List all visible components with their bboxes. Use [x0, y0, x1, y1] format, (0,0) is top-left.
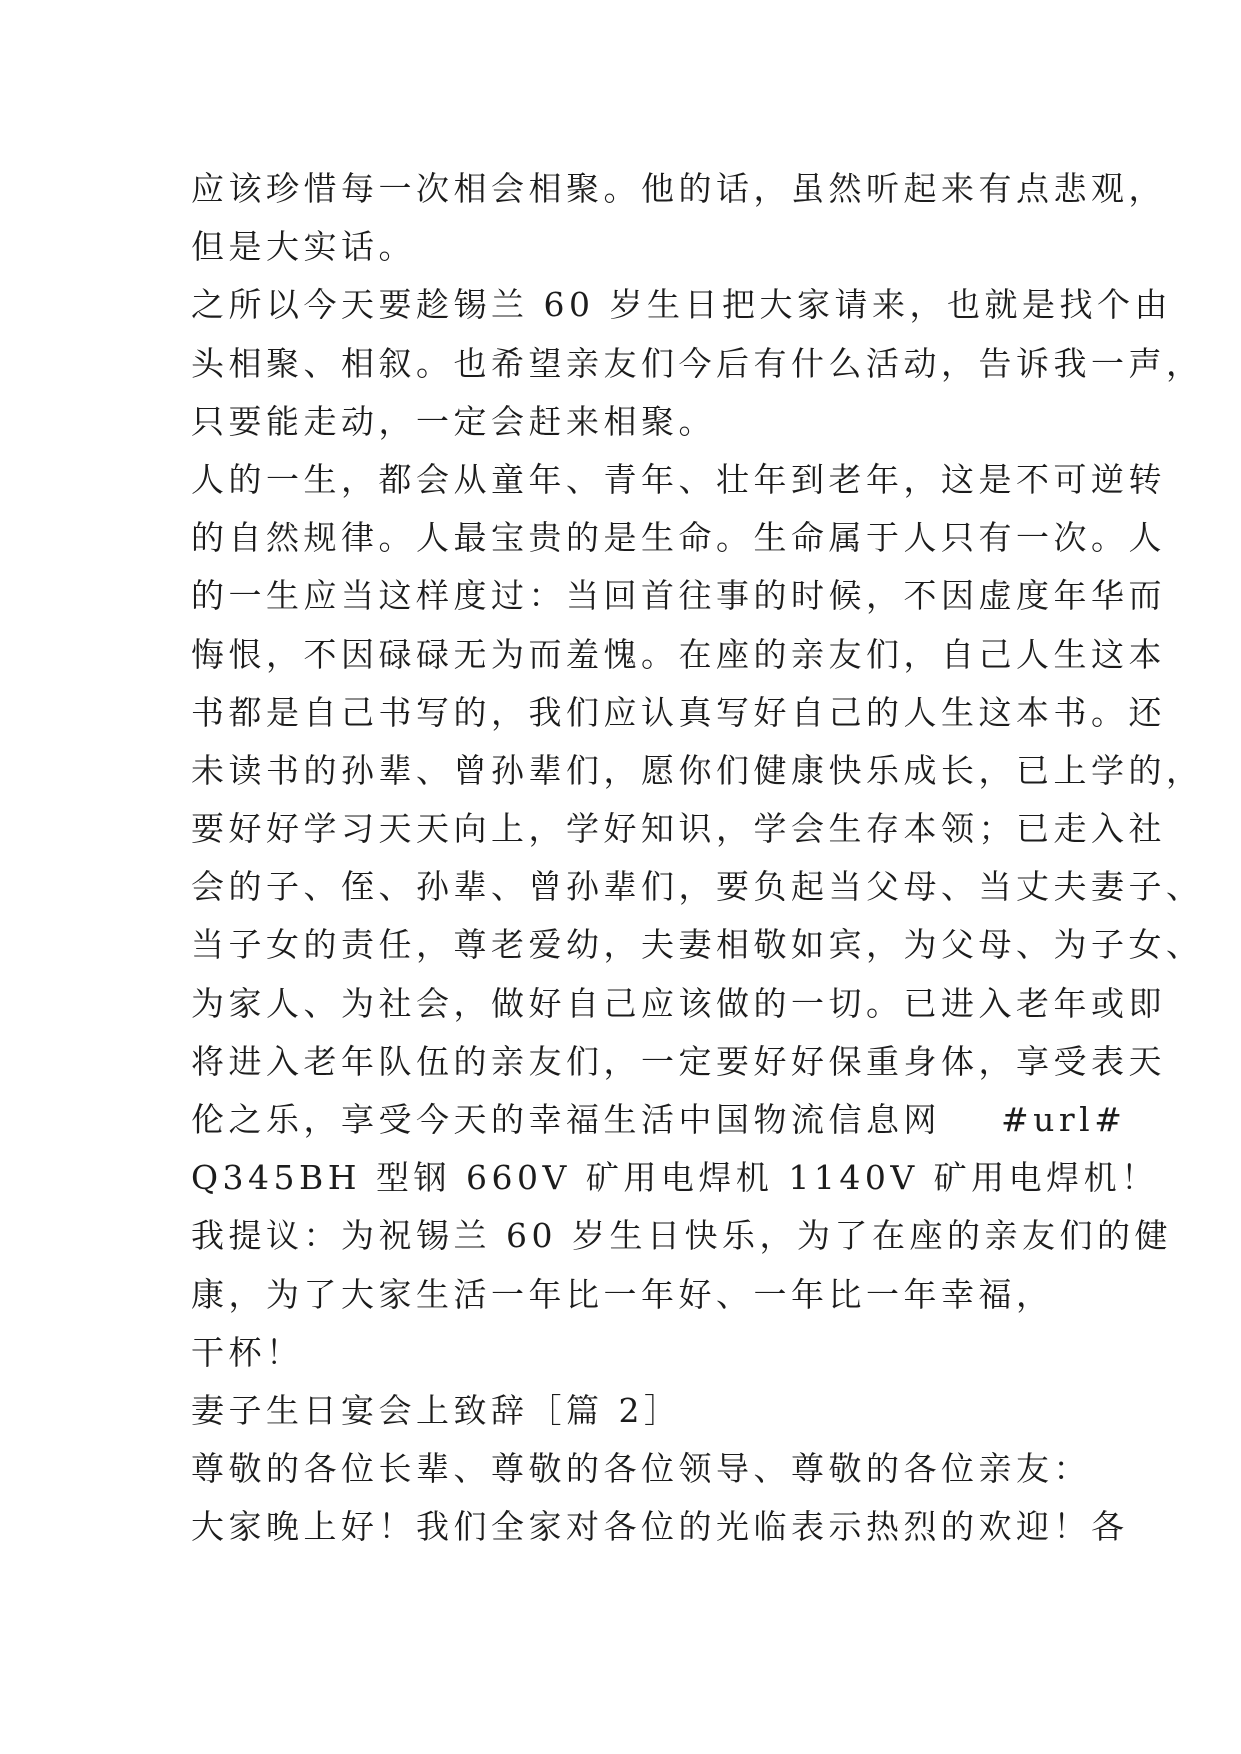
text-line: 当子女的责任，尊老爱幼，夫妻相敬如宾，为父母、为子女、: [191, 925, 1204, 965]
salutation-line: 尊敬的各位长辈、尊敬的各位领导、尊敬的各位亲友：: [191, 1449, 1091, 1489]
text-line: 为家人、为社会，做好自己应该做的一切。已进入老年或即: [191, 983, 1166, 1023]
text-line: 大家晚上好！我们全家对各位的光临表示热烈的欢迎！各: [191, 1507, 1129, 1547]
text-line: 的一生应当这样度过：当回首往事的时候，不因虚度年华而: [191, 576, 1166, 616]
text-line: 伦之乐，享受今天的幸福生活中国物流信息网 #url#: [191, 1100, 1127, 1139]
document-body: [191, 160, 1204, 1557]
text-line: 康，为了大家生活一年比一年好、一年比一年幸福，: [191, 1274, 1054, 1314]
text-line: Q345BH 型钢 660V 矿用电焊机 1140V 矿用电焊机！: [191, 1158, 1159, 1198]
text-line: 但是大实话。: [191, 227, 416, 267]
text-line: 应该珍惜每一次相会相聚。他的话，虽然听起来有点悲观，: [191, 169, 1166, 208]
text-line: 干杯！: [191, 1332, 304, 1372]
text-line: 将进入老年队伍的亲友们，一定要好好保重身体，享受表天: [191, 1041, 1166, 1081]
text-line: 头相聚、相叙。也希望亲友们今后有什么活动，告诉我一声，: [191, 343, 1204, 383]
text-line: 我提议：为祝锡兰 60 岁生日快乐，为了在座的亲友们的健: [191, 1216, 1172, 1256]
text-line: 只要能走动，一定会赶来相聚。: [191, 401, 716, 441]
text-line: 的自然规律。人最宝贵的是生命。生命属于人只有一次。人: [191, 518, 1166, 558]
text-line: 之所以今天要趁锡兰 60 岁生日把大家请来，也就是找个由: [191, 285, 1172, 325]
section-heading: 妻子生日宴会上致辞［篇 2］: [191, 1390, 682, 1430]
text-line: 书都是自己书写的，我们应认真写好自己的人生这本书。还: [191, 692, 1166, 732]
text-line: 要好好学习天天向上，学好知识，学会生存本领；已走入社: [191, 809, 1166, 849]
text-line: 悔恨，不因碌碌无为而羞愧。在座的亲友们，自己人生这本: [191, 634, 1166, 674]
text-line: 未读书的孙辈、曾孙辈们，愿你们健康快乐成长，已上学的，: [191, 750, 1204, 790]
text-line: 会的子、侄、孙辈、曾孙辈们，要负起当父母、当丈夫妻子、: [191, 867, 1204, 907]
text-line: 人的一生，都会从童年、青年、壮年到老年，这是不可逆转: [191, 459, 1166, 499]
